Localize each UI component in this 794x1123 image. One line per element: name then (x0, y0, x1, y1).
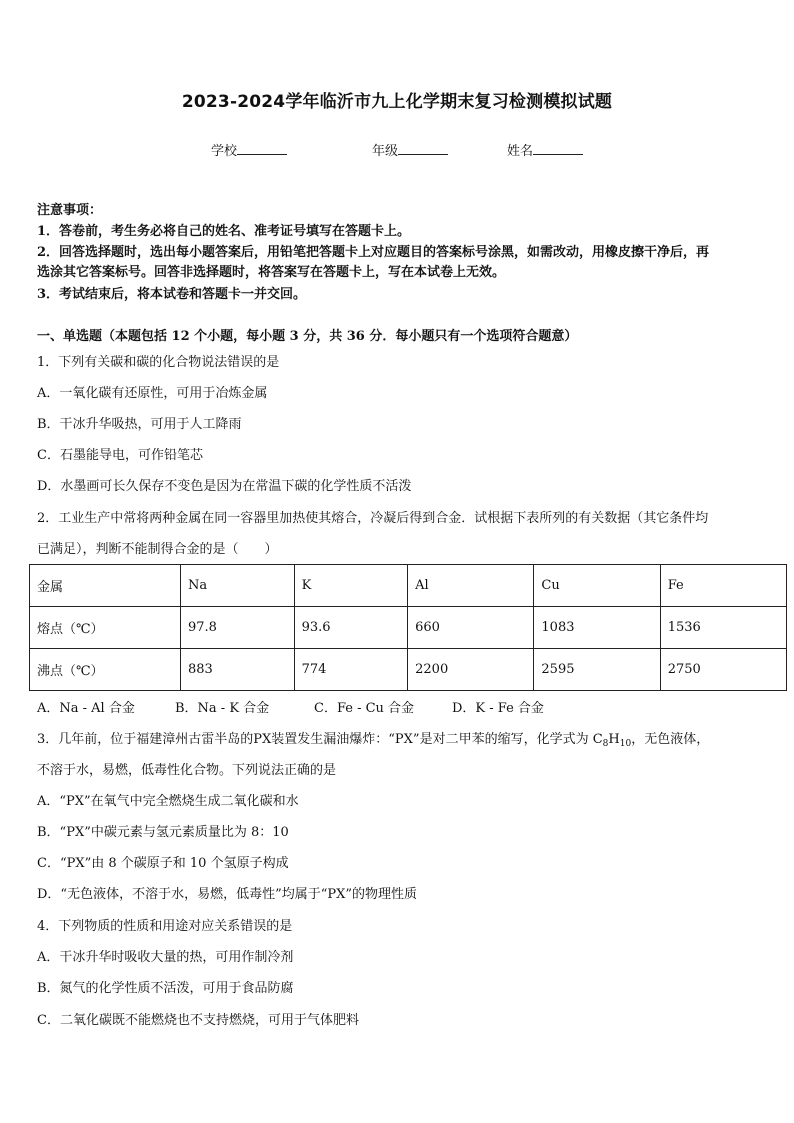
q3-option-a: A．“PX”在氧气中完全燃烧生成二氧化碳和水 (37, 794, 299, 809)
q3-stem-line-2: 不溶于水，易燃，低毒性化合物。下列说法正确的是 (37, 763, 337, 778)
q2-stem-line-1: 2．工业生产中常将两种金属在同一容器里加热使其熔合，冷凝后得到合金．试根据下表所列的有关数据（其它条件均 (37, 511, 709, 526)
table-cell: Cu (534, 565, 660, 607)
q3-option-b: B．“PX”中碳元素与氢元素质量比为 8：10 (37, 825, 289, 840)
formula-element: H (608, 732, 620, 747)
table-cell: Fe (660, 565, 786, 607)
table-row-header (30, 565, 787, 607)
q2-stem-line-2: 已满足），判断不能制得合金的是（ ） (37, 542, 278, 557)
table-cell: 1536 (660, 607, 786, 649)
q3-option-d: D．“无色液体，不溶于水，易燃，低毒性”均属于“PX”的物理性质 (37, 887, 418, 902)
metal-data-table (29, 564, 787, 691)
notes-heading: 注意事项： (37, 203, 103, 218)
q2-option-d: D．K - Fe 合金 (452, 701, 544, 716)
name-field (507, 140, 583, 159)
q1-option-d: D．水墨画可长久保存不变色是因为在常温下碳的化学性质不活泼 (37, 479, 412, 494)
table-cell: 2200 (408, 649, 534, 691)
q1-option-a: A．一氧化碳有还原性，可用于冶炼金属 (37, 386, 268, 401)
grade-label: 年级 (372, 144, 399, 159)
q2-option-c: C．Fe - Cu 合金 (314, 701, 415, 716)
table-cell: 97.8 (181, 607, 295, 649)
q3-option-c: C．“PX”由 8 个碳原子和 10 个氢原子构成 (37, 856, 289, 871)
name-blank (533, 142, 583, 155)
table-cell: 2595 (534, 649, 660, 691)
q1-option-b: B．干冰升华吸热，可用于人工降雨 (37, 417, 242, 432)
section-heading: 一、单选题（本题包括 12 个小题，每小题 3 分，共 36 分．每小题只有一个选项符合题意） (37, 329, 578, 344)
table-cell: 774 (294, 649, 408, 691)
table-cell: 883 (181, 649, 295, 691)
table-cell: 金属 (30, 565, 181, 607)
grade-blank (398, 142, 448, 155)
table-cell: 93.6 (294, 607, 408, 649)
q4-option-b: B．氮气的化学性质不活泼，可用于食品防腐 (37, 981, 294, 996)
school-label: 学校 (211, 144, 238, 159)
table-cell: Na (181, 565, 295, 607)
formula-subscript: 8 (602, 739, 609, 749)
q2-option-a: A．Na - Al 合金 (37, 701, 135, 716)
q1-option-c: C．石墨能导电，可作铅笔芯 (37, 448, 203, 463)
note-2-line-1: 2．回答选择题时，选出每小题答案后，用铅笔把答题卡上对应题目的答案标号涂黑，如需改动，用橡皮擦干净后，再 (37, 245, 710, 260)
table-cell: Al (408, 565, 534, 607)
school-blank (237, 142, 287, 155)
table-cell: 660 (408, 607, 534, 649)
table-row-boiling (30, 649, 787, 691)
table-row-melting (30, 607, 787, 649)
q3-stem-line-1 (37, 731, 709, 749)
note-3: 3．考试结束后，将本试卷和答题卡一并交回。 (37, 287, 307, 302)
formula-subscript: 10 (619, 739, 632, 749)
q3-stem-text: 3．几年前，位于福建漳州古雷半岛的PX装置发生漏油爆炸：“PX”是对二甲苯的缩写，化学式为 C (37, 732, 603, 747)
table-cell: K (294, 565, 408, 607)
q2-option-b: B．Na - K 合金 (175, 701, 270, 716)
q3-stem-text-end: ，无色液体， (631, 732, 710, 747)
table-cell: 沸点（℃） (30, 649, 181, 691)
q4-stem: 4．下列物质的性质和用途对应关系错误的是 (37, 919, 293, 934)
school-field (211, 140, 287, 159)
grade-field (372, 140, 448, 159)
note-2-line-2: 选涂其它答案标号。回答非选择题时，将答案写在答题卡上，写在本试卷上无效。 (37, 265, 506, 280)
table-cell: 熔点（℃） (30, 607, 181, 649)
table-cell: 2750 (660, 649, 786, 691)
note-1: 1．答卷前，考生务必将自己的姓名、准考证号填写在答题卡上。 (37, 224, 411, 239)
table-cell: 1083 (534, 607, 660, 649)
name-label: 姓名 (507, 144, 534, 159)
q1-stem: 1．下列有关碳和碳的化合物说法错误的是 (37, 355, 280, 370)
q4-option-a: A．干冰升华时吸收大量的热，可用作制冷剂 (37, 950, 294, 965)
q4-option-c: C．二氧化碳既不能燃烧也不支持燃烧，可用于气体肥料 (37, 1013, 359, 1028)
page-title: 2023-2024学年临沂市九上化学期末复习检测模拟试题 (181, 92, 613, 112)
